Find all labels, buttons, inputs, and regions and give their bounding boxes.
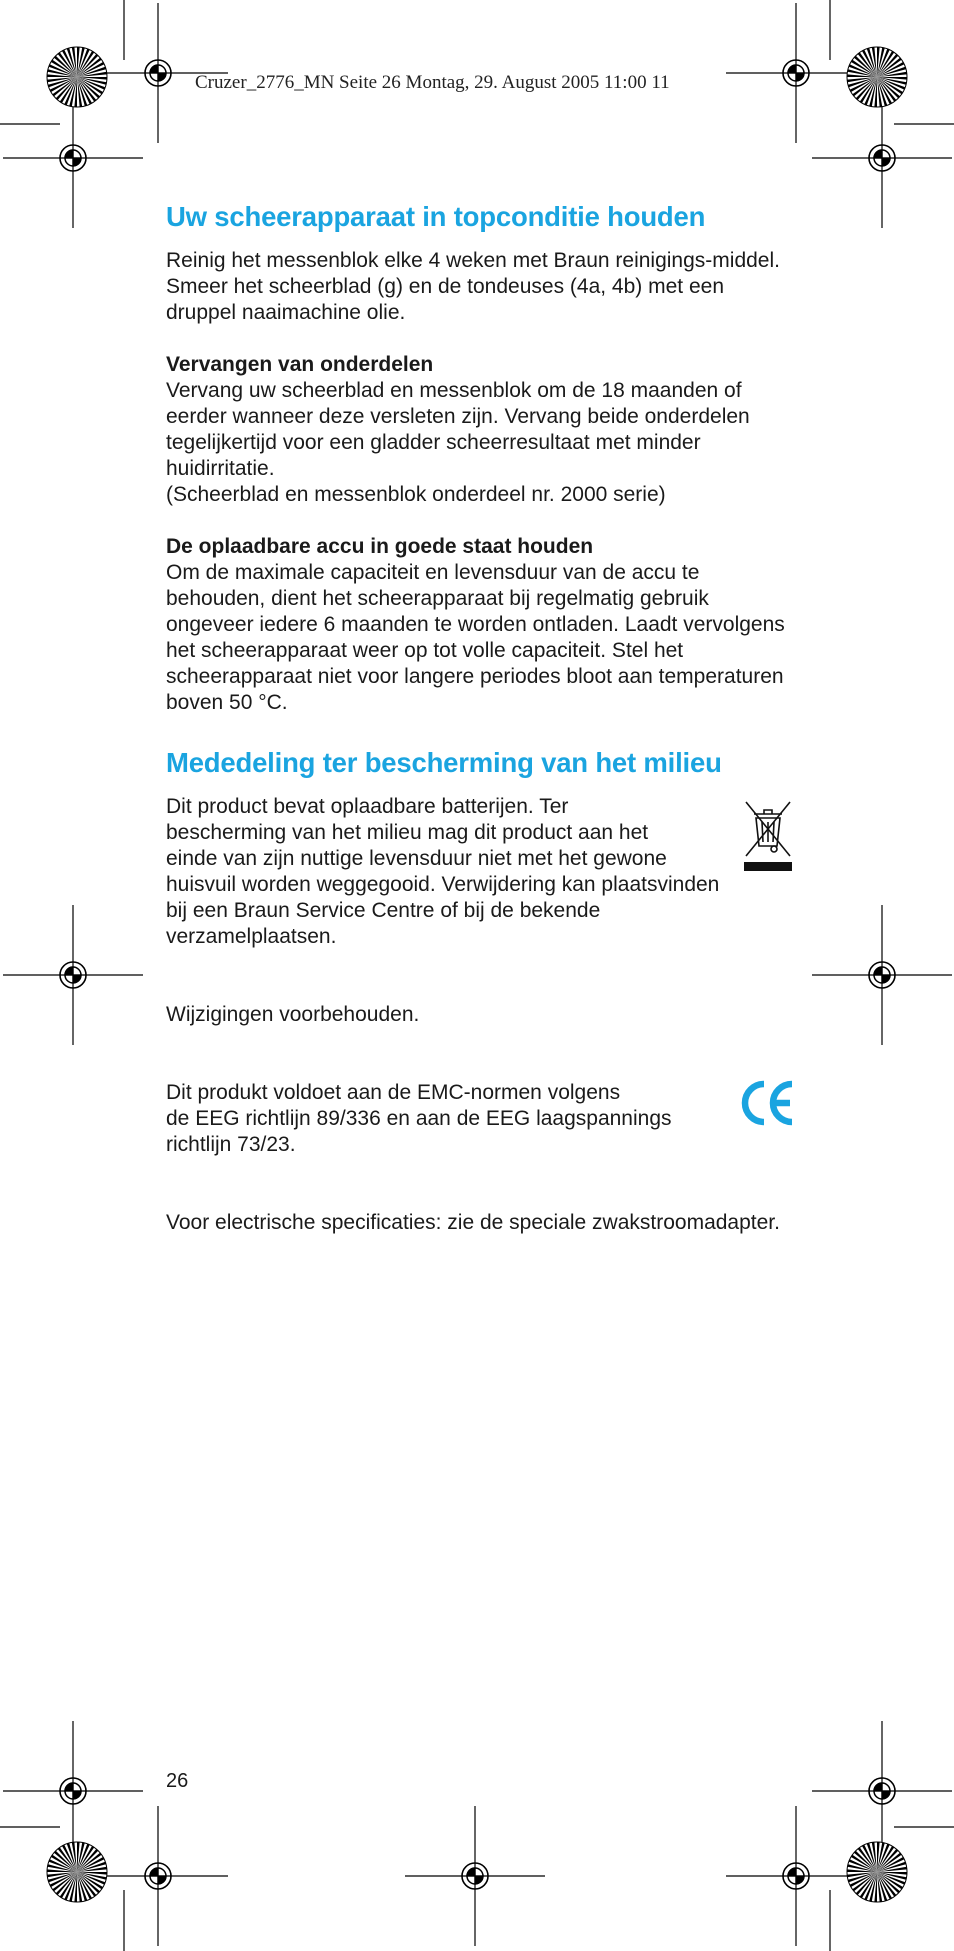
environment-line: bij een Braun Service Centre of bij de bekende xyxy=(166,899,601,922)
emc-line: richtlijn 73/23. xyxy=(166,1133,296,1156)
color-target-icon xyxy=(847,47,907,107)
maintenance-text: Reinig het messenblok elke 4 weken met Braun reinigings-middel. Smeer het scheerblad (g) en de tondeuses (4a, 4b) met een druppel naaimachine olie. xyxy=(166,249,780,324)
parts-text: Vervang uw scheerblad en messenblok om de 18 maanden of eerder wanneer deze versleten zijn. Vervang beide onderdelen tegelijkertijd voor een gladder scheerresultaat met minder huidirritatie. xyxy=(166,379,750,480)
color-target-icon xyxy=(47,1842,107,1902)
environment-line: einde van zijn nuttige levensduur niet met het gewone xyxy=(166,847,667,870)
emc-line: de EEG richtlijn 89/336 en aan de EEG laagspannings xyxy=(166,1107,672,1130)
battery-text: Om de maximale capaciteit en levensduur van de accu te behouden, dient het scheerapparaat bij regelmatig gebruik ongeveer iedere 6 maanden te worden ontladen. Laadt vervolgens het scheerapparaat weer op tot volle capaciteit. Stel het scheerapparaat niet voor langere periodes bloot aan temperaturen boven 50 °C. xyxy=(166,561,785,714)
changes-note: Wijzigingen voorbehouden. xyxy=(166,1003,420,1026)
parts-note: (Scheerblad en messenblok onderdeel nr. 2000 serie) xyxy=(166,483,666,506)
page-content xyxy=(166,196,796,1236)
registration-mark-icon xyxy=(88,1806,228,1946)
registration-mark-icon xyxy=(405,1806,545,1946)
slug-line: Cruzer_2776_MN Seite 26 Montag, 29. August 2005 11:00 11 xyxy=(195,72,670,93)
registration-mark-icon xyxy=(726,1806,866,1946)
color-target-icon xyxy=(847,1842,907,1902)
environment-line: bescherming van het milieu mag dit product aan het xyxy=(166,821,649,844)
page-number: 26 xyxy=(166,1770,189,1792)
registration-mark-icon xyxy=(812,1721,952,1861)
registration-mark-icon xyxy=(3,1721,143,1861)
crossed-out-wheelie-bin-icon xyxy=(742,796,794,872)
environment-block xyxy=(166,794,796,950)
registration-mark-icon xyxy=(812,88,952,228)
registration-mark-icon xyxy=(812,905,952,1045)
ce-mark-icon xyxy=(738,1076,796,1130)
emc-block xyxy=(166,1080,796,1158)
parts-heading: Vervangen van onderdelen xyxy=(166,353,434,376)
registration-mark-icon xyxy=(3,905,143,1045)
emc-line: Dit produkt voldoet aan de EMC-normen volgens xyxy=(166,1081,621,1104)
color-target-icon xyxy=(47,47,107,107)
registration-mark-icon xyxy=(726,3,866,143)
environment-line: huisvuil worden weggegooid. Verwijdering kan plaatsvinden xyxy=(166,873,720,896)
registration-mark-icon xyxy=(3,88,143,228)
battery-heading: De oplaadbare accu in goede staat houden xyxy=(166,535,594,558)
electrical-text: Voor electrische specificaties: zie de speciale zwakstroomadapter. xyxy=(166,1211,780,1234)
maintenance-title: Uw scheerapparaat in topconditie houden xyxy=(166,201,706,232)
environment-line: Dit product bevat oplaadbare batterijen. Ter xyxy=(166,795,569,818)
environment-line: verzamelplaatsen. xyxy=(166,925,337,948)
environment-title: Mededeling ter bescherming van het milieu xyxy=(166,747,722,778)
